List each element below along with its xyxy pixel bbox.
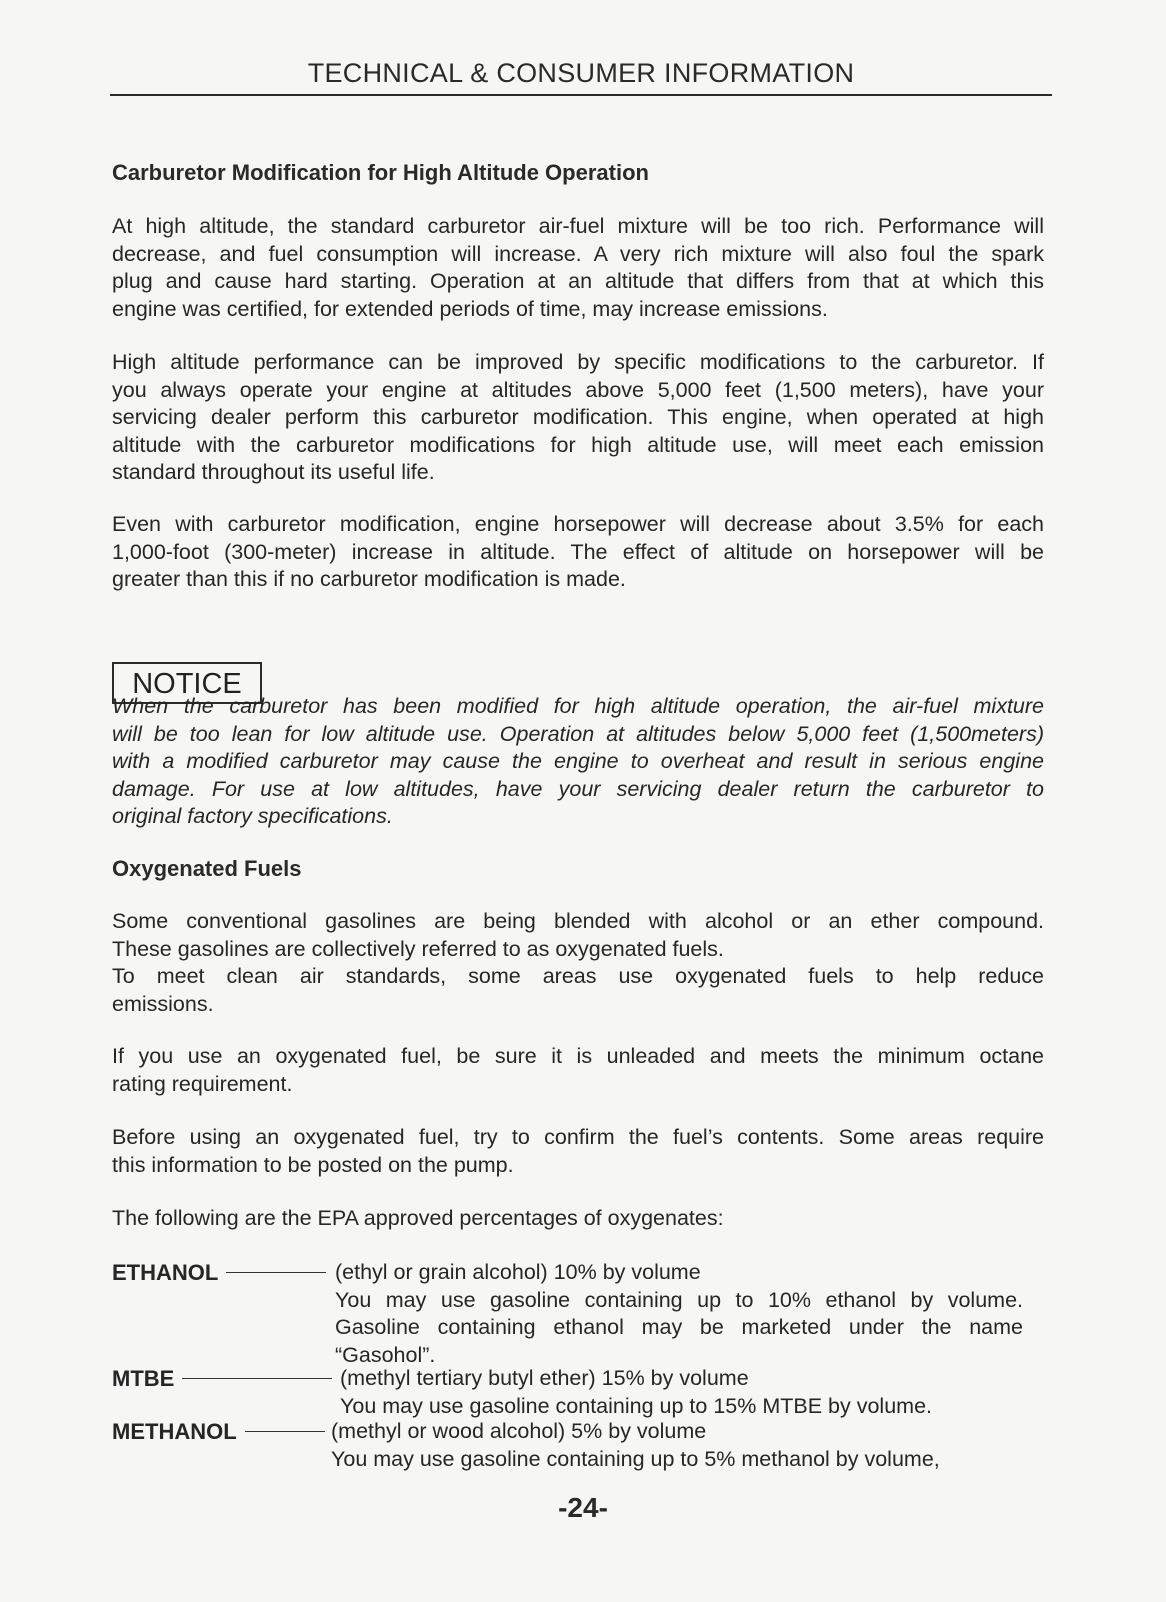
text-line: greater than this if no carburetor modification is made. bbox=[112, 567, 626, 591]
fuel-label-mtbe bbox=[112, 1365, 332, 1393]
leader-line bbox=[245, 1431, 325, 1432]
notice-text bbox=[112, 693, 1044, 831]
fuel-name: ETHANOL bbox=[112, 1260, 219, 1285]
text-line: (ethyl or grain alcohol) 10% by volume bbox=[335, 1260, 701, 1284]
text-line: When the carburetor has been modified for high altitude operation, the air-fuel mixture bbox=[112, 694, 1044, 718]
page-header-title: TECHNICAL & CONSUMER INFORMATION bbox=[307, 58, 855, 88]
paragraph-oxygenated-intro bbox=[112, 908, 1044, 1018]
notice-label: NOTICE bbox=[112, 662, 262, 704]
text-line: Some conventional gasolines are being blended with alcohol or an ether compound. bbox=[112, 909, 1044, 933]
paragraph-high-altitude-performance bbox=[112, 349, 1044, 487]
text-line: The following are the EPA approved percentages of oxygenates: bbox=[112, 1206, 724, 1230]
section-heading-carburetor: Carburetor Modification for High Altitude Operation bbox=[112, 160, 649, 185]
text-line: original factory specifications. bbox=[112, 804, 393, 828]
text-line: Gasoline containing ethanol may be marketed under the name bbox=[335, 1315, 1023, 1339]
text-line: engine was certified, for extended periods of time, may increase emissions. bbox=[112, 296, 828, 321]
text-line: 1,000-foot (300-meter) increase in altitude. The effect of altitude on horsepower will be bbox=[112, 539, 1044, 564]
paragraph-epa-percentages bbox=[112, 1205, 1044, 1233]
fuel-description-methanol bbox=[331, 1418, 1023, 1473]
text-line: decrease, and fuel consumption will increase. A very rich mixture will also foul the spark bbox=[112, 241, 1044, 266]
text-line: emissions. bbox=[112, 991, 214, 1016]
leader-line bbox=[182, 1378, 332, 1379]
paragraph-horsepower-decrease bbox=[112, 511, 1044, 594]
text-line: (methyl tertiary butyl ether) 15% by volume bbox=[340, 1366, 749, 1390]
header-divider bbox=[110, 94, 1052, 96]
text-line: To meet clean air standards, some areas use oxygenated fuels to help reduce bbox=[112, 964, 1044, 988]
text-line: standard throughout its useful life. bbox=[112, 460, 435, 484]
text-line: this information to be posted on the pump. bbox=[112, 1152, 514, 1177]
text-line: servicing dealer perform this carburetor modification. This engine, when operated at high bbox=[112, 405, 1044, 429]
fuel-name: METHANOL bbox=[112, 1419, 237, 1444]
text-line: plug and cause hard starting. Operation at an altitude that differs from that at which this bbox=[112, 269, 1044, 293]
fuel-name: MTBE bbox=[112, 1366, 175, 1391]
text-line: rating requirement. bbox=[112, 1071, 293, 1096]
text-line: If you use an oxygenated fuel, be sure it is unleaded and meets the minimum octane bbox=[112, 1044, 1044, 1068]
paragraph-high-altitude-intro bbox=[112, 213, 1044, 323]
section-heading-oxygenated-fuels: Oxygenated Fuels bbox=[112, 856, 302, 881]
text-line: “Gasohol”. bbox=[335, 1342, 436, 1367]
page-number: -24- bbox=[558, 1492, 608, 1523]
text-line: altitude with the carburetor modifications for high altitude use, will meet each emission bbox=[112, 432, 1044, 457]
text-line: Before using an oxygenated fuel, try to confirm the fuel’s contents. Some areas require bbox=[112, 1125, 1044, 1149]
text-line: you always operate your engine at altitudes above 5,000 feet (1,500 meters), have your bbox=[112, 377, 1044, 402]
text-line: Even with carburetor modification, engine horsepower will decrease about 3.5% for each bbox=[112, 512, 1044, 536]
fuel-label-ethanol bbox=[112, 1259, 326, 1287]
fuel-label-methanol bbox=[112, 1418, 325, 1446]
text-line: You may use gasoline containing up to 5% methanol by volume, bbox=[331, 1446, 940, 1471]
paragraph-unleaded-requirement bbox=[112, 1043, 1044, 1098]
fuel-description-ethanol bbox=[335, 1259, 1023, 1369]
text-line: At high altitude, the standard carburetor air-fuel mixture will be too rich. Performance will bbox=[112, 214, 1044, 238]
fuel-description-mtbe bbox=[340, 1365, 1020, 1420]
text-line: will be too lean for low altitude use. Operation at altitudes below 5,000 feet (1,500meters) bbox=[112, 721, 1044, 746]
text-line: You may use gasoline containing up to 15% MTBE by volume. bbox=[340, 1393, 932, 1418]
text-line: (methyl or wood alcohol) 5% by volume bbox=[331, 1419, 707, 1443]
text-line: You may use gasoline containing up to 10% ethanol by volume. bbox=[335, 1287, 1023, 1312]
paragraph-confirm-contents bbox=[112, 1124, 1044, 1179]
text-line: with a modified carburetor may cause the engine to overheat and result in serious engine bbox=[112, 749, 1044, 773]
text-line: High altitude performance can be improved by specific modifications to the carburetor. If bbox=[112, 350, 1044, 374]
text-line: damage. For use at low altitudes, have your servicing dealer return the carburetor to bbox=[112, 776, 1044, 801]
text-line: These gasolines are collectively referred to as oxygenated fuels. bbox=[112, 936, 724, 961]
leader-line bbox=[226, 1272, 326, 1273]
